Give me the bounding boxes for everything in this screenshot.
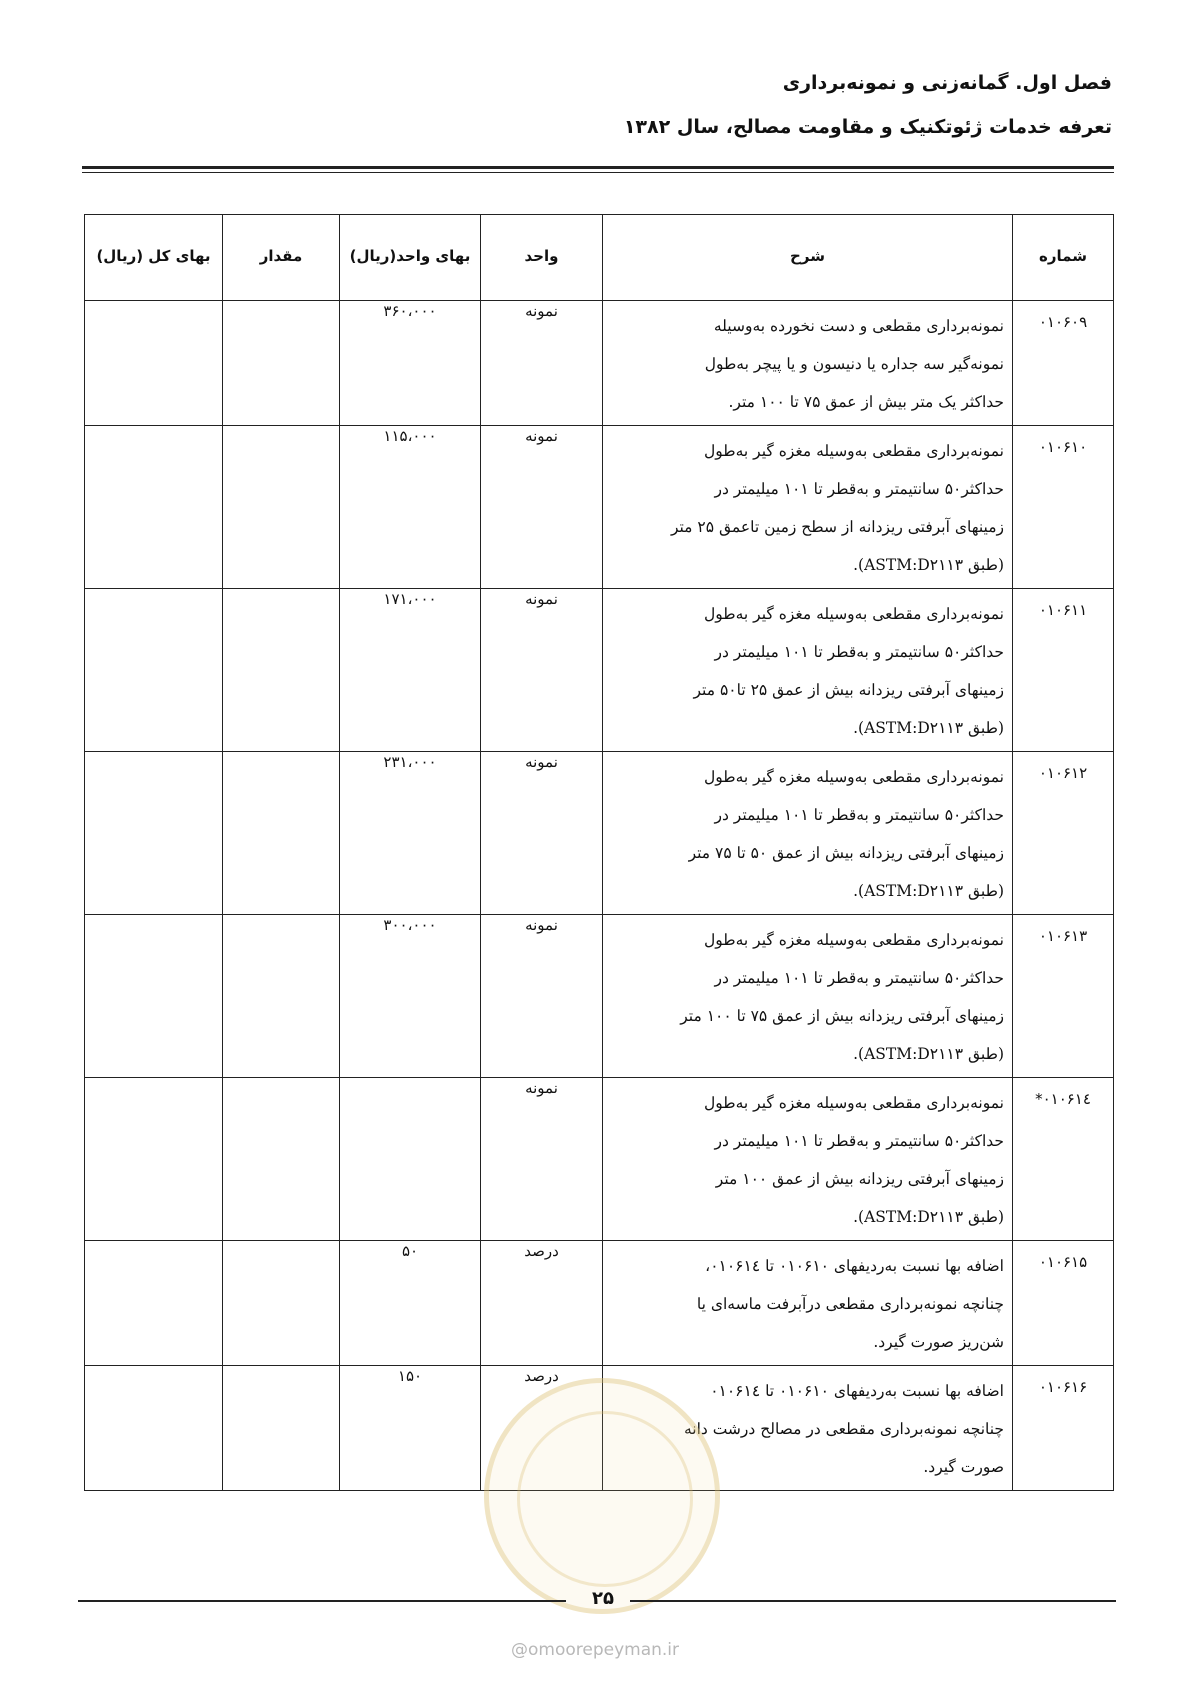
description-line: نمونه‌برداری مقطعی به‌وسیله مغزه گیر به‌طول xyxy=(704,605,1004,623)
book-title: تعرفه خدمات ژئوتکنیک و مقاومت مصالح، سال ۱۳۸۲ xyxy=(623,116,1112,138)
row-unit: نمونه xyxy=(481,589,603,752)
page-number: ۲۵ xyxy=(592,1588,614,1609)
table-row xyxy=(85,752,1114,915)
description-line: نمونه‌برداری مقطعی به‌وسیله مغزه گیر به‌طول xyxy=(704,442,1004,460)
table-row xyxy=(85,1078,1114,1241)
row-total xyxy=(85,589,223,752)
description-line: حداکثر۵۰ سانتیمتر و به‌قطر تا ۱۰۱ میلیمتر در xyxy=(714,643,1004,661)
description-line: نمونه‌برداری مقطعی به‌وسیله مغزه گیر به‌طول xyxy=(704,1094,1004,1112)
description-line: (طبق ASTM:D۲۱۱۳). xyxy=(853,719,1004,737)
footer-rule-right xyxy=(630,1600,1116,1602)
description-line: زمینهای آبرفتی ریزدانه بیش از عمق ۲۵ تا۵۰ متر xyxy=(693,681,1004,699)
description-line: نمونه‌گیر سه جداره یا دنیسون و یا پیچر به‌طول xyxy=(704,355,1004,373)
header-rule xyxy=(82,166,1114,169)
header-unit-price: بهای واحد(ریال) xyxy=(340,215,481,301)
description-line: صورت گیرد. xyxy=(923,1458,1004,1476)
description-line: زمینهای آبرفتی ریزدانه بیش از عمق ۱۰۰ متر xyxy=(715,1170,1004,1188)
row-unit: درصد xyxy=(481,1241,603,1366)
description-line: (طبق ASTM:D۲۱۱۳). xyxy=(853,1045,1004,1063)
description-line: حداکثر۵۰ سانتیمتر و به‌قطر تا ۱۰۱ میلیمتر در xyxy=(714,1132,1004,1150)
row-description xyxy=(603,1241,1013,1366)
row-unit-price: ۳۶۰،۰۰۰ xyxy=(340,301,481,426)
header-total: بهای کل (ریال) xyxy=(85,215,223,301)
row-number: ۰۱۰۶۱۵ xyxy=(1013,1241,1114,1366)
description-line: نمونه‌برداری مقطعی به‌وسیله مغزه گیر به‌طول xyxy=(704,931,1004,949)
row-unit: نمونه xyxy=(481,426,603,589)
row-description xyxy=(603,426,1013,589)
table-row xyxy=(85,589,1114,752)
description-line: حداکثر یک متر بیش از عمق ۷۵ تا ۱۰۰ متر. xyxy=(728,393,1004,411)
row-description xyxy=(603,752,1013,915)
row-quantity xyxy=(223,589,340,752)
row-total xyxy=(85,426,223,589)
description-line: (طبق ASTM:D۲۱۱۳). xyxy=(853,1208,1004,1226)
description-line: (طبق ASTM:D۲۱۱۳). xyxy=(853,556,1004,574)
header-number: شماره xyxy=(1013,215,1114,301)
description-line: حداکثر۵۰ سانتیمتر و به‌قطر تا ۱۰۱ میلیمتر در xyxy=(714,806,1004,824)
row-unit-price: ۵۰ xyxy=(340,1241,481,1366)
description-line: اضافه بها نسبت به‌ردیفهای ۰۱۰۶۱۰ تا ۰۱۰۶۱٤ xyxy=(710,1382,1004,1400)
row-quantity xyxy=(223,752,340,915)
row-unit: نمونه xyxy=(481,301,603,426)
header-quantity: مقدار xyxy=(223,215,340,301)
row-number: ۰۱۰۶۱۲ xyxy=(1013,752,1114,915)
row-number: ۰۱۰۶۱۱ xyxy=(1013,589,1114,752)
header-unit: واحد xyxy=(481,215,603,301)
row-quantity xyxy=(223,1078,340,1241)
row-unit-price: ۱۱۵،۰۰۰ xyxy=(340,426,481,589)
table-row xyxy=(85,915,1114,1078)
row-unit-price xyxy=(340,1078,481,1241)
row-unit-price: ۲۳۱،۰۰۰ xyxy=(340,752,481,915)
row-unit-price: ۳۰۰،۰۰۰ xyxy=(340,915,481,1078)
footer-rule-left xyxy=(78,1600,566,1602)
description-line: زمینهای آبرفتی ریزدانه بیش از عمق ۵۰ تا ۷۵ متر xyxy=(688,844,1004,862)
row-number: ۰۱۰۶۱۶ xyxy=(1013,1366,1114,1491)
row-quantity xyxy=(223,915,340,1078)
row-number: ۰۱۰۶۱۳ xyxy=(1013,915,1114,1078)
description-line: چنانچه نمونه‌برداری مقطعی درآبرفت ماسه‌ای یا xyxy=(696,1295,1004,1313)
row-description xyxy=(603,915,1013,1078)
description-line: (طبق ASTM:D۲۱۱۳). xyxy=(853,882,1004,900)
row-quantity xyxy=(223,1241,340,1366)
description-line: زمینهای آبرفتی ریزدانه بیش از عمق ۷۵ تا ۱۰۰ متر xyxy=(680,1007,1004,1025)
description-line: شن‌ریز صورت گیرد. xyxy=(873,1333,1004,1351)
description-line: اضافه بها نسبت به‌ردیفهای ۰۱۰۶۱۰ تا ۰۱۰۶۱٤، xyxy=(705,1257,1004,1275)
row-description xyxy=(603,589,1013,752)
row-total xyxy=(85,1241,223,1366)
header-description: شرح xyxy=(603,215,1013,301)
row-total xyxy=(85,752,223,915)
row-description xyxy=(603,301,1013,426)
row-quantity xyxy=(223,426,340,589)
table-header-row xyxy=(85,215,1114,301)
row-description xyxy=(603,1078,1013,1241)
row-total xyxy=(85,1078,223,1241)
row-number: ۰۱۰۶۱٤* xyxy=(1013,1078,1114,1241)
description-line: چنانچه نمونه‌برداری مقطعی در مصالح درشت دانه xyxy=(683,1420,1004,1438)
row-unit: نمونه xyxy=(481,1078,603,1241)
table-row xyxy=(85,301,1114,426)
row-total xyxy=(85,915,223,1078)
site-watermark: @omoorepeyman.ir xyxy=(510,1640,680,1660)
row-quantity xyxy=(223,1366,340,1491)
row-total xyxy=(85,301,223,426)
row-unit-price: ۱۵۰ xyxy=(340,1366,481,1491)
description-line: نمونه‌برداری مقطعی به‌وسیله مغزه گیر به‌طول xyxy=(704,768,1004,786)
row-number: ۰۱۰۶۰۹ xyxy=(1013,301,1114,426)
table-row xyxy=(85,426,1114,589)
row-unit: نمونه xyxy=(481,915,603,1078)
row-unit-price: ۱۷۱،۰۰۰ xyxy=(340,589,481,752)
seal-watermark xyxy=(484,1378,720,1614)
row-total xyxy=(85,1366,223,1491)
description-line: نمونه‌برداری مقطعی و دست نخورده به‌وسیله xyxy=(713,317,1004,335)
header-rule-thin xyxy=(82,172,1114,173)
description-line: حداکثر۵۰ سانتیمتر و به‌قطر تا ۱۰۱ میلیمتر در xyxy=(714,969,1004,987)
table-row xyxy=(85,1241,1114,1366)
row-number: ۰۱۰۶۱۰ xyxy=(1013,426,1114,589)
row-unit: نمونه xyxy=(481,752,603,915)
tariff-table xyxy=(84,214,1114,1491)
row-unit: درصد xyxy=(481,1366,603,1491)
description-line: زمینهای آبرفتی ریزدانه از سطح زمین تاعمق ۲۵ متر xyxy=(670,518,1004,536)
row-quantity xyxy=(223,301,340,426)
description-line: حداکثر۵۰ سانتیمتر و به‌قطر تا ۱۰۱ میلیمتر در xyxy=(714,480,1004,498)
chapter-title: فصل اول. گمانه‌زنی و نمونه‌برداری xyxy=(782,72,1112,94)
